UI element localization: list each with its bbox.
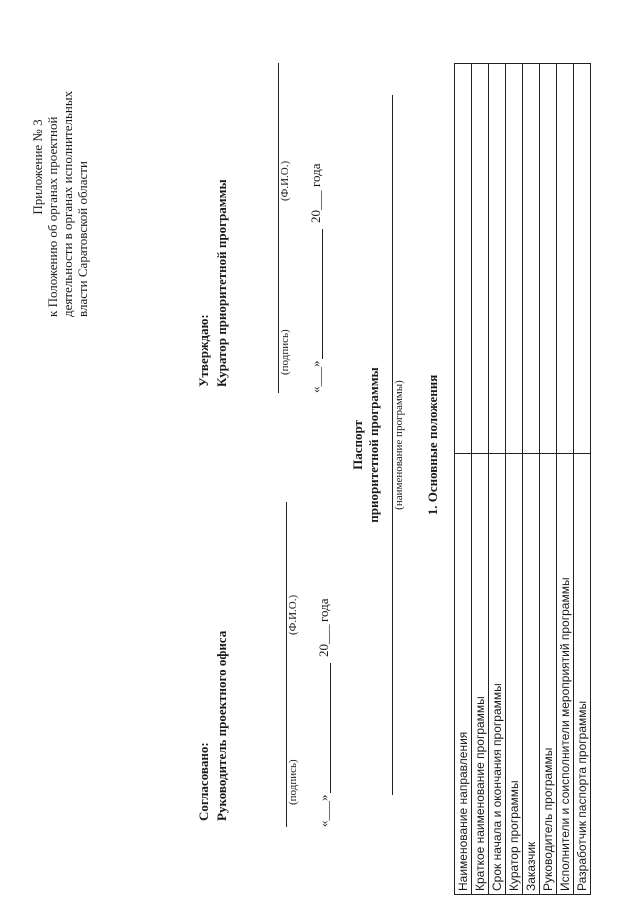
approved-date-open: «___» bbox=[308, 360, 323, 393]
approved-name-hint: (Ф.И.О.) bbox=[279, 160, 291, 201]
table-row bbox=[489, 64, 506, 895]
agreed-label: Согласовано: bbox=[196, 742, 211, 821]
row-value-cell[interactable] bbox=[472, 64, 489, 454]
table-row bbox=[523, 64, 540, 895]
approved-date-line bbox=[322, 229, 323, 359]
section-title: 1. Основные положения bbox=[425, 374, 440, 516]
approved-year-prefix: 20___ bbox=[308, 190, 323, 223]
row-value-cell[interactable] bbox=[557, 64, 574, 454]
table-row bbox=[472, 64, 489, 895]
table-row bbox=[574, 64, 591, 895]
appendix-line-3: власти Саратовской области bbox=[75, 161, 90, 317]
row-value-cell[interactable] bbox=[489, 64, 506, 454]
row-value-cell[interactable] bbox=[540, 64, 557, 454]
agreed-role: Руководитель проектного офиса bbox=[214, 630, 229, 821]
table-row bbox=[455, 64, 472, 895]
passport-subtitle: приоритетной программы bbox=[366, 367, 381, 523]
approved-role: Куратор приоритетной программы bbox=[214, 179, 229, 387]
approved-label: Утверждаю: bbox=[196, 314, 211, 387]
row-value-cell[interactable] bbox=[523, 64, 540, 454]
agreed-signature-hint: (подпись) bbox=[287, 759, 299, 805]
row-value-cell[interactable] bbox=[455, 64, 472, 454]
row-label: Срок начала и окончания программы bbox=[489, 454, 506, 895]
agreed-date-line bbox=[330, 663, 331, 793]
row-label: Куратор программы bbox=[506, 454, 523, 895]
row-label: Разработчик паспорта программы bbox=[574, 454, 591, 895]
agreed-year-prefix: 20___ bbox=[316, 624, 331, 657]
row-label: Руководитель программы bbox=[540, 454, 557, 895]
approved-signature-hint: (подпись) bbox=[279, 329, 291, 375]
passport-title: Паспорт bbox=[350, 420, 365, 470]
appendix-title: Приложение № 3 bbox=[30, 119, 45, 215]
appendix-line-2: деятельности в органах исполнительных bbox=[60, 90, 75, 317]
row-value-cell[interactable] bbox=[506, 64, 523, 454]
agreed-name-hint: (Ф.И.О.) bbox=[287, 594, 299, 635]
row-label: Наименование направления bbox=[455, 454, 472, 895]
program-name-hint: (наименование программы) bbox=[393, 380, 405, 510]
appendix-line-1: к Положению об органах проектной bbox=[45, 116, 60, 317]
table-row bbox=[557, 64, 574, 895]
agreed-date-open: «___» bbox=[316, 794, 331, 827]
row-label: Краткое наименование программы bbox=[472, 454, 489, 895]
row-label: Заказчик bbox=[523, 454, 540, 895]
main-provisions-table bbox=[454, 63, 591, 895]
table-row bbox=[506, 64, 523, 895]
agreed-year-suffix: года bbox=[316, 598, 331, 622]
table-row bbox=[540, 64, 557, 895]
appendix-block bbox=[30, 17, 90, 317]
row-value-cell[interactable] bbox=[574, 64, 591, 454]
row-label: Исполнители и соисполнители мероприятий программы bbox=[557, 454, 574, 895]
approved-year-suffix: года bbox=[308, 163, 323, 187]
